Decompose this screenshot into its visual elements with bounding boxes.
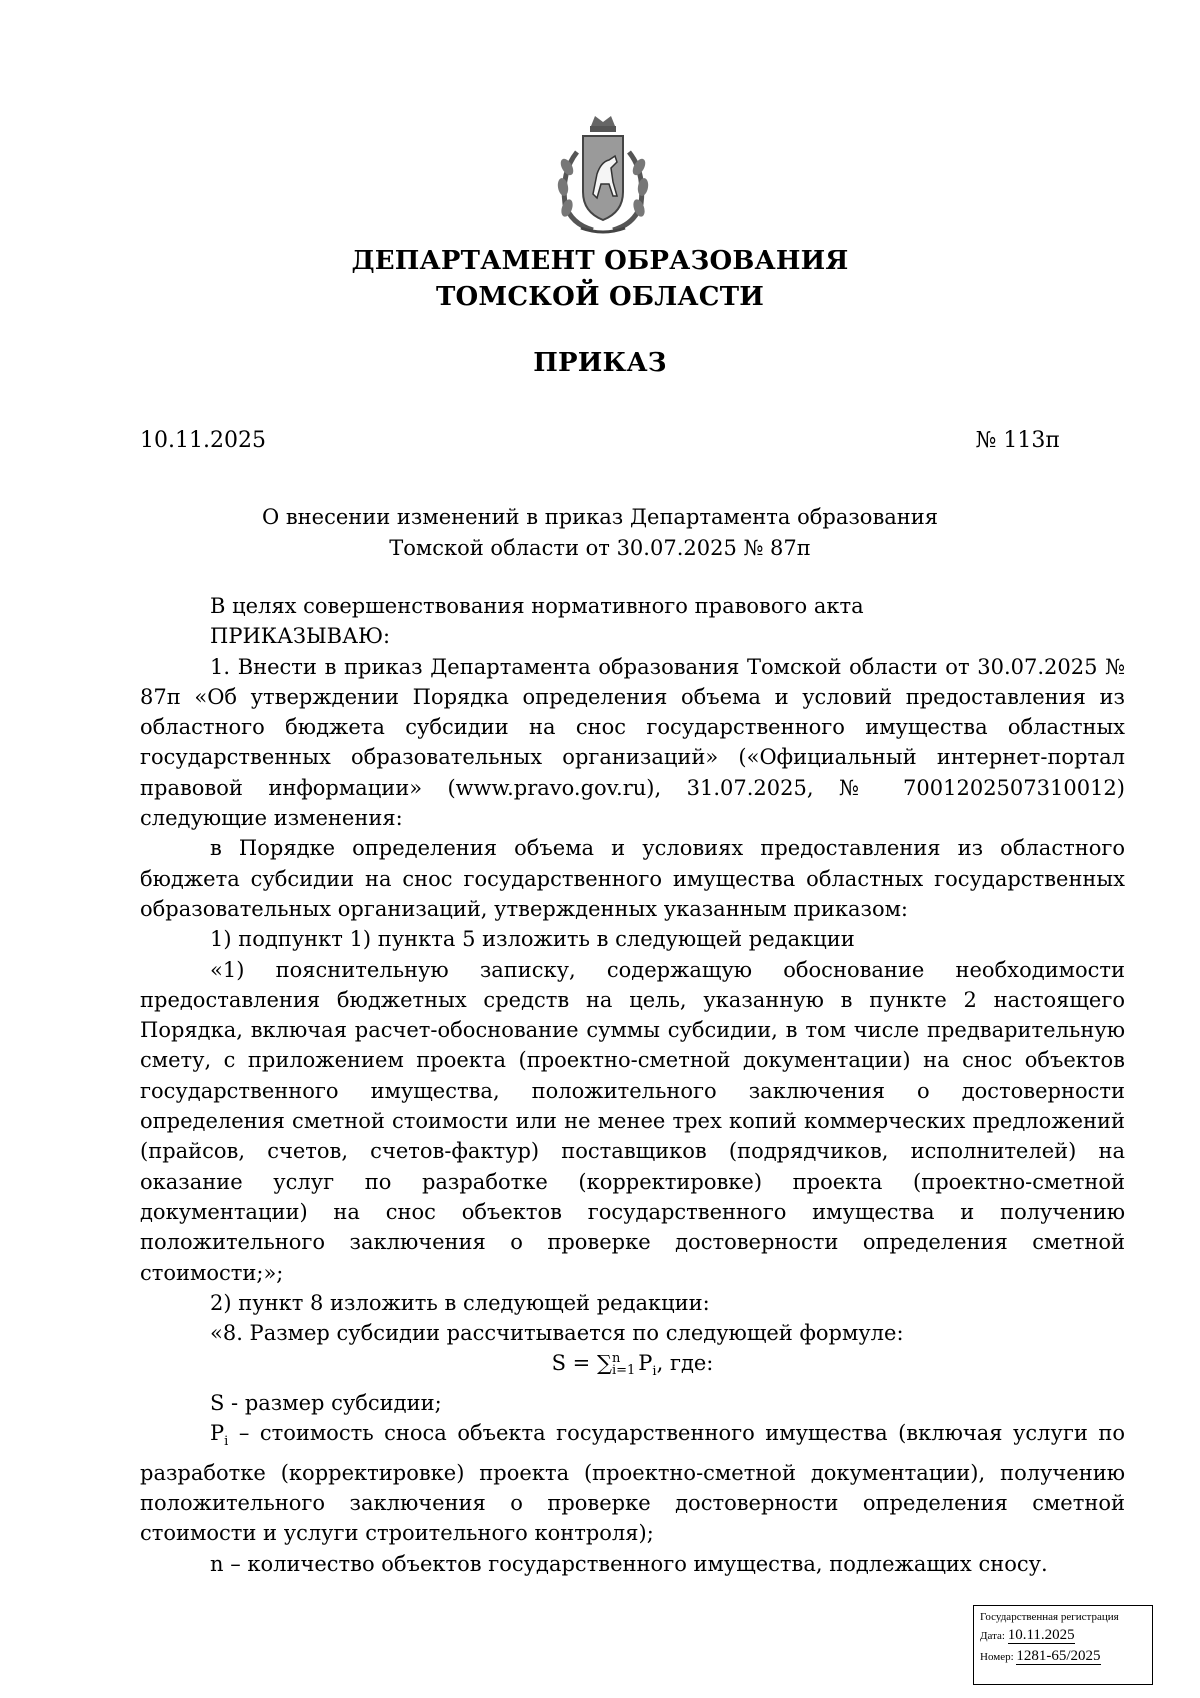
def-p-sub: i [224, 1434, 229, 1450]
paragraph-subitem-1-text: «1) пояснительную записку, содержащую обоснование необходимости предоставления бюджетных средств на цель, указанную в пункте 2 настоящего Порядка, включая расчет-обоснование суммы субсидии, в том числе предварительную смету, с приложением проекта (проектно-сметной документации) на снос объектов государственного имущества, положительного заключения о достоверности определения сметной стоимости или не менее трех копий коммерческих предложений (прайсов, счетов, счетов-фактур) поставщиков (подрядчиков, исполнителей) на оказание услуг по разработке (корректировке) проекта (проектно-сметной документации) на снос объектов государственного имущества и получению положительного заключения о проверке достоверности определения сметной стоимости;»; [140, 957, 1125, 1285]
registration-number-label: Номер: [980, 1651, 1014, 1663]
department-title-line2: ТОМСКОЙ ОБЛАСТИ [435, 282, 765, 312]
subsidy-formula [140, 1348, 1125, 1387]
document-number: № 113п [975, 428, 1060, 453]
subject-line1: О внесении изменений в приказ Департамента образования [261, 505, 939, 529]
document-subject [0, 502, 1200, 564]
formula-term-sub: i [652, 1364, 657, 1380]
paragraph-def-s: S - размер субсидии; [210, 1390, 442, 1415]
registration-date-value: 10.11.2025 [1007, 1627, 1075, 1643]
def-p-text: – стоимость сноса объекта государственного имущества (включая услуги по разработке (корректировке) проекта (проектно-сметной документации), получению положительного заключения о проверке достоверности определения сметной стоимости и услуги строительного контроля); [140, 1421, 1125, 1546]
formula-limits [611, 1350, 636, 1378]
department-title-line1: ДЕПАРТАМЕНТ ОБРАЗОВАНИЯ [351, 246, 849, 276]
subject-line2: Томской области от 30.07.2025 № 87п [389, 536, 811, 560]
registration-date-label: Дата: [980, 1630, 1005, 1642]
paragraph-item-1: 1. Внести в приказ Департамента образования Томской области от 30.07.2025 № 87п «Об утверждении Порядка определения объема и условий предоставления из областного бюджета субсидии на снос государственного имущества областных государственных образовательных организаций» («Официальный интернет-портал правовой информации» (www.pravo.gov.ru), 31.07.2025, № 7001202507310012) следующие изменения: [140, 654, 1125, 831]
def-p-symbol: P [210, 1421, 225, 1446]
document-type: ПРИКАЗ [533, 348, 667, 378]
document-date: 10.11.2025 [140, 428, 266, 453]
coat-of-arms-icon [555, 112, 651, 238]
document-body [140, 591, 1125, 1579]
formula-term: P [638, 1351, 653, 1376]
paragraph-subitem-2: 2) пункт 8 изложить в следующей редакции: [210, 1290, 710, 1315]
paragraph-formula-intro: «8. Размер субсидии рассчитывается по следующей формуле: [210, 1321, 904, 1346]
formula-tail: , где: [656, 1351, 714, 1376]
paragraph-purpose: В целях совершенствования нормативного правового акта [210, 594, 864, 618]
paragraph-subitem-1: 1) подпункт 1) пункта 5 изложить в следующей редакции [210, 927, 855, 952]
registration-title: Государственная регистрация [980, 1611, 1119, 1623]
registration-number-value: 1281-65/2025 [1016, 1648, 1101, 1664]
formula-sum-sign: ∑ [596, 1351, 612, 1376]
formula-upper: n [611, 1350, 621, 1366]
paragraph-order: ПРИКАЗЫВАЮ: [210, 624, 391, 649]
formula-lower: i=1 [611, 1362, 636, 1378]
registration-stamp [973, 1605, 1153, 1685]
paragraph-procedure: в Порядке определения объема и условиях предоставления из областного бюджета субсидии на снос государственного имущества областных государственных образовательных организаций, утвержденных указанным приказом: [140, 836, 1125, 921]
formula-lhs: S = [551, 1351, 597, 1376]
paragraph-def-n: n – количество объектов государственного имущества, подлежащих сносу. [210, 1551, 1048, 1576]
paragraph-def-p [140, 1418, 1125, 1548]
